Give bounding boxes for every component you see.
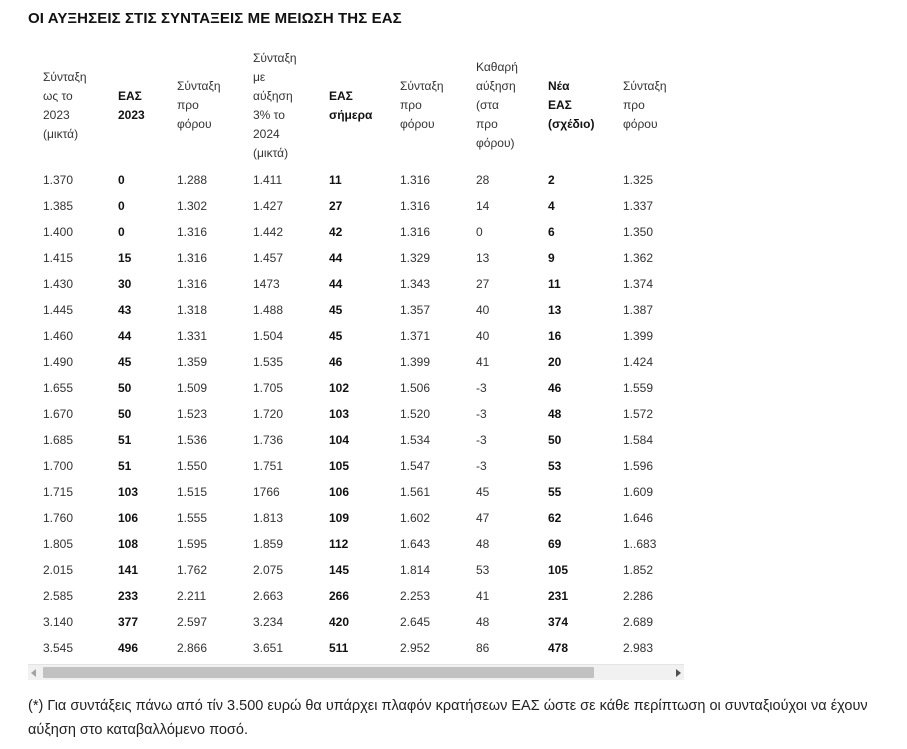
header-line: (μικτά): [43, 126, 79, 141]
table-cell: 41: [476, 589, 490, 603]
table-cell: 16: [548, 329, 562, 343]
table-cell: 1.302: [177, 199, 208, 213]
table-cell: 266: [329, 589, 350, 603]
table-cell: 1.859: [253, 537, 284, 551]
table-cell: 103: [329, 407, 350, 421]
table-cell: 14: [476, 199, 490, 213]
table-cell: 45: [118, 355, 132, 369]
table-cell: 1.685: [43, 433, 74, 447]
header-line: Νέα: [548, 79, 570, 93]
table-cell: 2.983: [623, 641, 654, 655]
header-line: (μικτά): [253, 145, 289, 160]
table-cell: 145: [329, 563, 350, 577]
table-cell: 1473: [253, 277, 280, 291]
table-cell: 53: [476, 563, 490, 577]
table-cell: 4: [548, 199, 555, 213]
header-line: με: [253, 69, 266, 84]
table-cell: 62: [548, 511, 562, 525]
table-cell: 2.645: [400, 615, 431, 629]
header-line: φόρου: [623, 117, 658, 131]
table-cell: 1.488: [253, 303, 284, 317]
scroll-left-arrow-icon[interactable]: [31, 669, 36, 677]
header-line: (στα: [476, 98, 499, 112]
table-cell: 2.585: [43, 589, 74, 603]
table-cell: 1.460: [43, 329, 74, 343]
table-row: [28, 193, 684, 219]
table-cell: 1.705: [253, 381, 284, 395]
header-line: αύξηση: [253, 88, 293, 103]
table-cell: 1.371: [400, 329, 431, 343]
table-cell: 1.572: [623, 407, 654, 421]
table-cell: 20: [548, 355, 562, 369]
table-cell: 1.329: [400, 251, 431, 265]
table-cell: 1.424: [623, 355, 654, 369]
table-cell: 1.370: [43, 173, 74, 187]
table-cell: 1.561: [400, 485, 431, 499]
table-cell: 1.442: [253, 225, 284, 239]
table-cell: 1.357: [400, 303, 431, 317]
table-cell: 1.852: [623, 563, 654, 577]
table-cell: 9: [548, 251, 555, 265]
header-line: 3% το: [253, 107, 285, 122]
table-cell: 1.596: [623, 459, 654, 473]
table-cell: 1.762: [177, 563, 208, 577]
header-net-increase: [461, 44, 533, 167]
table-cell: 1.520: [400, 407, 431, 421]
header-new-eas: [533, 44, 608, 167]
table-cell: 44: [329, 251, 343, 265]
header-eas-2023: [103, 44, 162, 167]
table-row: [28, 635, 684, 661]
scroll-right-arrow-icon[interactable]: [676, 669, 681, 677]
table-cell: 15: [118, 251, 132, 265]
table-cell: 105: [329, 459, 350, 473]
table-cell: 27: [476, 277, 490, 291]
table-row: [28, 219, 684, 245]
table-cell: 106: [329, 485, 350, 499]
table-cell: 2.015: [43, 563, 74, 577]
table-cell: 2.286: [623, 589, 654, 603]
table-cell: 1.490: [43, 355, 74, 369]
header-line: 2023: [118, 107, 145, 122]
table-cell: 1.720: [253, 407, 284, 421]
table-cell: 0: [118, 225, 125, 239]
table-cell: 1.359: [177, 355, 208, 369]
table-cell: 1.316: [177, 277, 208, 291]
table-cell: 1.584: [623, 433, 654, 447]
table-cell: 1.374: [623, 277, 654, 291]
table-cell: 45: [329, 329, 343, 343]
table-row: [28, 167, 684, 193]
table-cell: 2.075: [253, 563, 284, 577]
table-cell: 1.609: [623, 485, 654, 499]
header-line: ΕΑΣ: [329, 88, 353, 103]
header-pretax-3: [608, 44, 684, 167]
header-line: φόρου: [177, 117, 212, 131]
table-cell: 1.700: [43, 459, 74, 473]
table-row: [28, 427, 684, 453]
header-line: Σύνταξη: [253, 50, 297, 65]
page-title: ΟΙ ΑΥΞΗΣΕΙΣ ΣΤΙΣ ΣΥΝΤΑΞΕΙΣ ΜΕ ΜΕΙΩΣΗ ΤΗΣ ΕΑΣ: [28, 10, 402, 27]
header-eas-today: [314, 44, 385, 167]
table-cell: 1.445: [43, 303, 74, 317]
header-line: ως το: [43, 88, 73, 103]
table-cell: 1.316: [177, 251, 208, 265]
table-row: [28, 375, 684, 401]
table-cell: 42: [329, 225, 343, 239]
table-cell: 2.866: [177, 641, 208, 655]
table-cell: 1.399: [623, 329, 654, 343]
table-cell: 1.646: [623, 511, 654, 525]
table-cell: 377: [118, 615, 139, 629]
table-cell: -3: [476, 407, 487, 421]
table-row: [28, 297, 684, 323]
table-row: [28, 505, 684, 531]
table-cell: 374: [548, 615, 569, 629]
header-line: φόρου: [400, 117, 435, 131]
header-pretax-2: [385, 44, 461, 167]
table-cell: 3.651: [253, 641, 284, 655]
footnote: (*) Για συντάξεις πάνω από τίν 3.500 ευρώ θα υπάρχει πλαφόν κρατήσεων ΕΑΣ ώστε σε κάθε περίπτωση οι συνταξιούχοι να έχουν αύξηση στο καταβαλλόμενο ποσό.: [28, 698, 868, 738]
table-cell: 50: [118, 407, 132, 421]
table-cell: 1.550: [177, 459, 208, 473]
table-cell: 69: [548, 537, 562, 551]
table-cell: 1.813: [253, 511, 284, 525]
table-cell: 1.427: [253, 199, 284, 213]
table-cell: -3: [476, 459, 487, 473]
header-line: αύξηση: [476, 79, 516, 93]
table-cell: 1.602: [400, 511, 431, 525]
table-cell: 1.316: [177, 225, 208, 239]
table-cell: 496: [118, 641, 139, 655]
header-line: (σχέδιο): [548, 117, 595, 131]
table-cell: 2.689: [623, 615, 654, 629]
table-cell: 511: [329, 641, 349, 655]
table-row: [28, 453, 684, 479]
table-cell: 1.316: [400, 225, 431, 239]
table-cell: 1.715: [43, 485, 74, 499]
table-cell: 2.253: [400, 589, 431, 603]
table-body: [28, 167, 684, 661]
table-cell: 1.523: [177, 407, 208, 421]
table-cell: 47: [476, 511, 490, 525]
table-cell: 1.760: [43, 511, 74, 525]
table-cell: 48: [476, 537, 490, 551]
table-cell: 141: [118, 563, 139, 577]
table-cell: 1.509: [177, 381, 208, 395]
table-cell: 86: [476, 641, 490, 655]
header-line: Καθαρή: [476, 60, 518, 74]
table-cell: 108: [118, 537, 139, 551]
header-line: προ: [177, 98, 199, 112]
table-cell: 1.316: [400, 199, 431, 213]
table-cell: 2.597: [177, 615, 208, 629]
table-cell: 2: [548, 173, 555, 187]
table-cell: 109: [329, 511, 350, 525]
table-cell: 1.506: [400, 381, 431, 395]
table-cell: 105: [548, 563, 569, 577]
table-cell: -3: [476, 433, 487, 447]
header-line: Σύνταξη: [43, 69, 87, 84]
table-cell: 45: [476, 485, 490, 499]
table-cell: 48: [548, 407, 562, 421]
table-cell: 1.331: [177, 329, 208, 343]
table-row: [28, 479, 684, 505]
table-cell: 231: [548, 589, 569, 603]
table-scroll-container[interactable]: [28, 44, 684, 684]
header-line: Σύνταξη: [177, 79, 221, 93]
table-row: [28, 401, 684, 427]
table-cell: 106: [118, 511, 139, 525]
table-cell: 2.663: [253, 589, 284, 603]
table-row: [28, 583, 684, 609]
table-row: [28, 557, 684, 583]
table-cell: 44: [118, 329, 132, 343]
table-cell: 1.555: [177, 511, 208, 525]
table-cell: 420: [329, 615, 350, 629]
table-cell: 1.457: [253, 251, 284, 265]
table-cell: 1.534: [400, 433, 431, 447]
scrollbar-thumb[interactable]: [43, 667, 594, 678]
table-cell: 1.814: [400, 563, 431, 577]
table-cell: 1.805: [43, 537, 74, 551]
table-cell: 2.211: [177, 589, 207, 603]
table-row: [28, 323, 684, 349]
table-cell: 1.536: [177, 433, 208, 447]
table-cell: 1.430: [43, 277, 74, 291]
table-cell: 45: [329, 303, 343, 317]
table-cell: 102: [329, 381, 350, 395]
table-cell: 50: [118, 381, 132, 395]
table-cell: 43: [118, 303, 132, 317]
table-cell: 1.751: [253, 459, 284, 473]
table-cell: -3: [476, 381, 487, 395]
table-cell: 112: [329, 537, 349, 551]
header-line: 2024: [253, 126, 280, 141]
table-cell: 1.387: [623, 303, 654, 317]
header-pretax-1: [162, 44, 238, 167]
table-cell: 1766: [253, 485, 280, 499]
table-cell: 44: [329, 277, 343, 291]
table-row: [28, 271, 684, 297]
table-cell: 40: [476, 329, 490, 343]
header-pension-2023: [28, 44, 103, 167]
table-cell: 1.343: [400, 277, 431, 291]
table-cell: 1.595: [177, 537, 208, 551]
table-cell: 27: [329, 199, 343, 213]
pension-increase-table: [28, 44, 684, 661]
header-line: Σύνταξη: [623, 79, 667, 93]
table-cell: 11: [548, 277, 561, 291]
table-cell: 1.670: [43, 407, 74, 421]
table-cell: 40: [476, 303, 490, 317]
table-row: [28, 245, 684, 271]
table-cell: 13: [476, 251, 490, 265]
table-cell: 0: [118, 199, 125, 213]
table-cell: 1.385: [43, 199, 74, 213]
table-row: [28, 349, 684, 375]
table-cell: 1.415: [43, 251, 74, 265]
table-cell: 46: [548, 381, 562, 395]
header-line: σήμερα: [329, 107, 373, 122]
table-cell: 1.350: [623, 225, 654, 239]
table-cell: 1.325: [623, 173, 654, 187]
table-cell: 103: [118, 485, 139, 499]
header-line: ΕΑΣ: [118, 88, 142, 103]
table-cell: 1.547: [400, 459, 431, 473]
table-cell: 48: [476, 615, 490, 629]
table-cell: 1.559: [623, 381, 654, 395]
header-line: ΕΑΣ: [548, 98, 572, 112]
table-cell: 51: [118, 459, 132, 473]
table-cell: 233: [118, 589, 139, 603]
table-cell: 51: [118, 433, 132, 447]
header-row: [28, 44, 684, 167]
table-cell: 1..683: [623, 537, 657, 551]
table-cell: 50: [548, 433, 562, 447]
table-cell: 6: [548, 225, 555, 239]
table-cell: 1.288: [177, 173, 208, 187]
table-cell: 1.362: [623, 251, 654, 265]
table-cell: 1.411: [253, 173, 283, 187]
table-cell: 1.318: [177, 303, 208, 317]
header-line: προ: [400, 98, 422, 112]
table-cell: 3.140: [43, 615, 74, 629]
table-cell: 1.316: [400, 173, 431, 187]
horizontal-scrollbar[interactable]: [28, 664, 684, 680]
header-line: φόρου): [476, 136, 515, 150]
table-cell: 1.504: [253, 329, 284, 343]
header-line: προ: [476, 117, 498, 131]
table-cell: 1.337: [623, 199, 654, 213]
table-cell: 3.545: [43, 641, 74, 655]
table-cell: 1.535: [253, 355, 284, 369]
table-cell: 11: [329, 173, 342, 187]
table-row: [28, 531, 684, 557]
table-cell: 0: [118, 173, 125, 187]
table-header: [28, 44, 684, 167]
table-cell: 0: [476, 225, 483, 239]
table-cell: 1.736: [253, 433, 284, 447]
table-cell: 3.234: [253, 615, 284, 629]
header-pension-2024: [238, 44, 314, 167]
table-cell: 1.655: [43, 381, 74, 395]
table-cell: 478: [548, 641, 569, 655]
table-cell: 30: [118, 277, 132, 291]
header-line: Σύνταξη: [400, 79, 444, 93]
table-cell: 1.399: [400, 355, 431, 369]
table-cell: 41: [476, 355, 490, 369]
table-cell: 13: [548, 303, 562, 317]
table-cell: 46: [329, 355, 343, 369]
header-line: προ: [623, 98, 645, 112]
table-cell: 1.400: [43, 225, 74, 239]
table-cell: 55: [548, 485, 562, 499]
table-cell: 2.952: [400, 641, 431, 655]
header-line: 2023: [43, 107, 70, 122]
table-cell: 104: [329, 433, 350, 447]
table-cell: 53: [548, 459, 562, 473]
table-cell: 1.515: [177, 485, 208, 499]
table-cell: 1.643: [400, 537, 431, 551]
table-cell: 28: [476, 173, 490, 187]
table-row: [28, 609, 684, 635]
